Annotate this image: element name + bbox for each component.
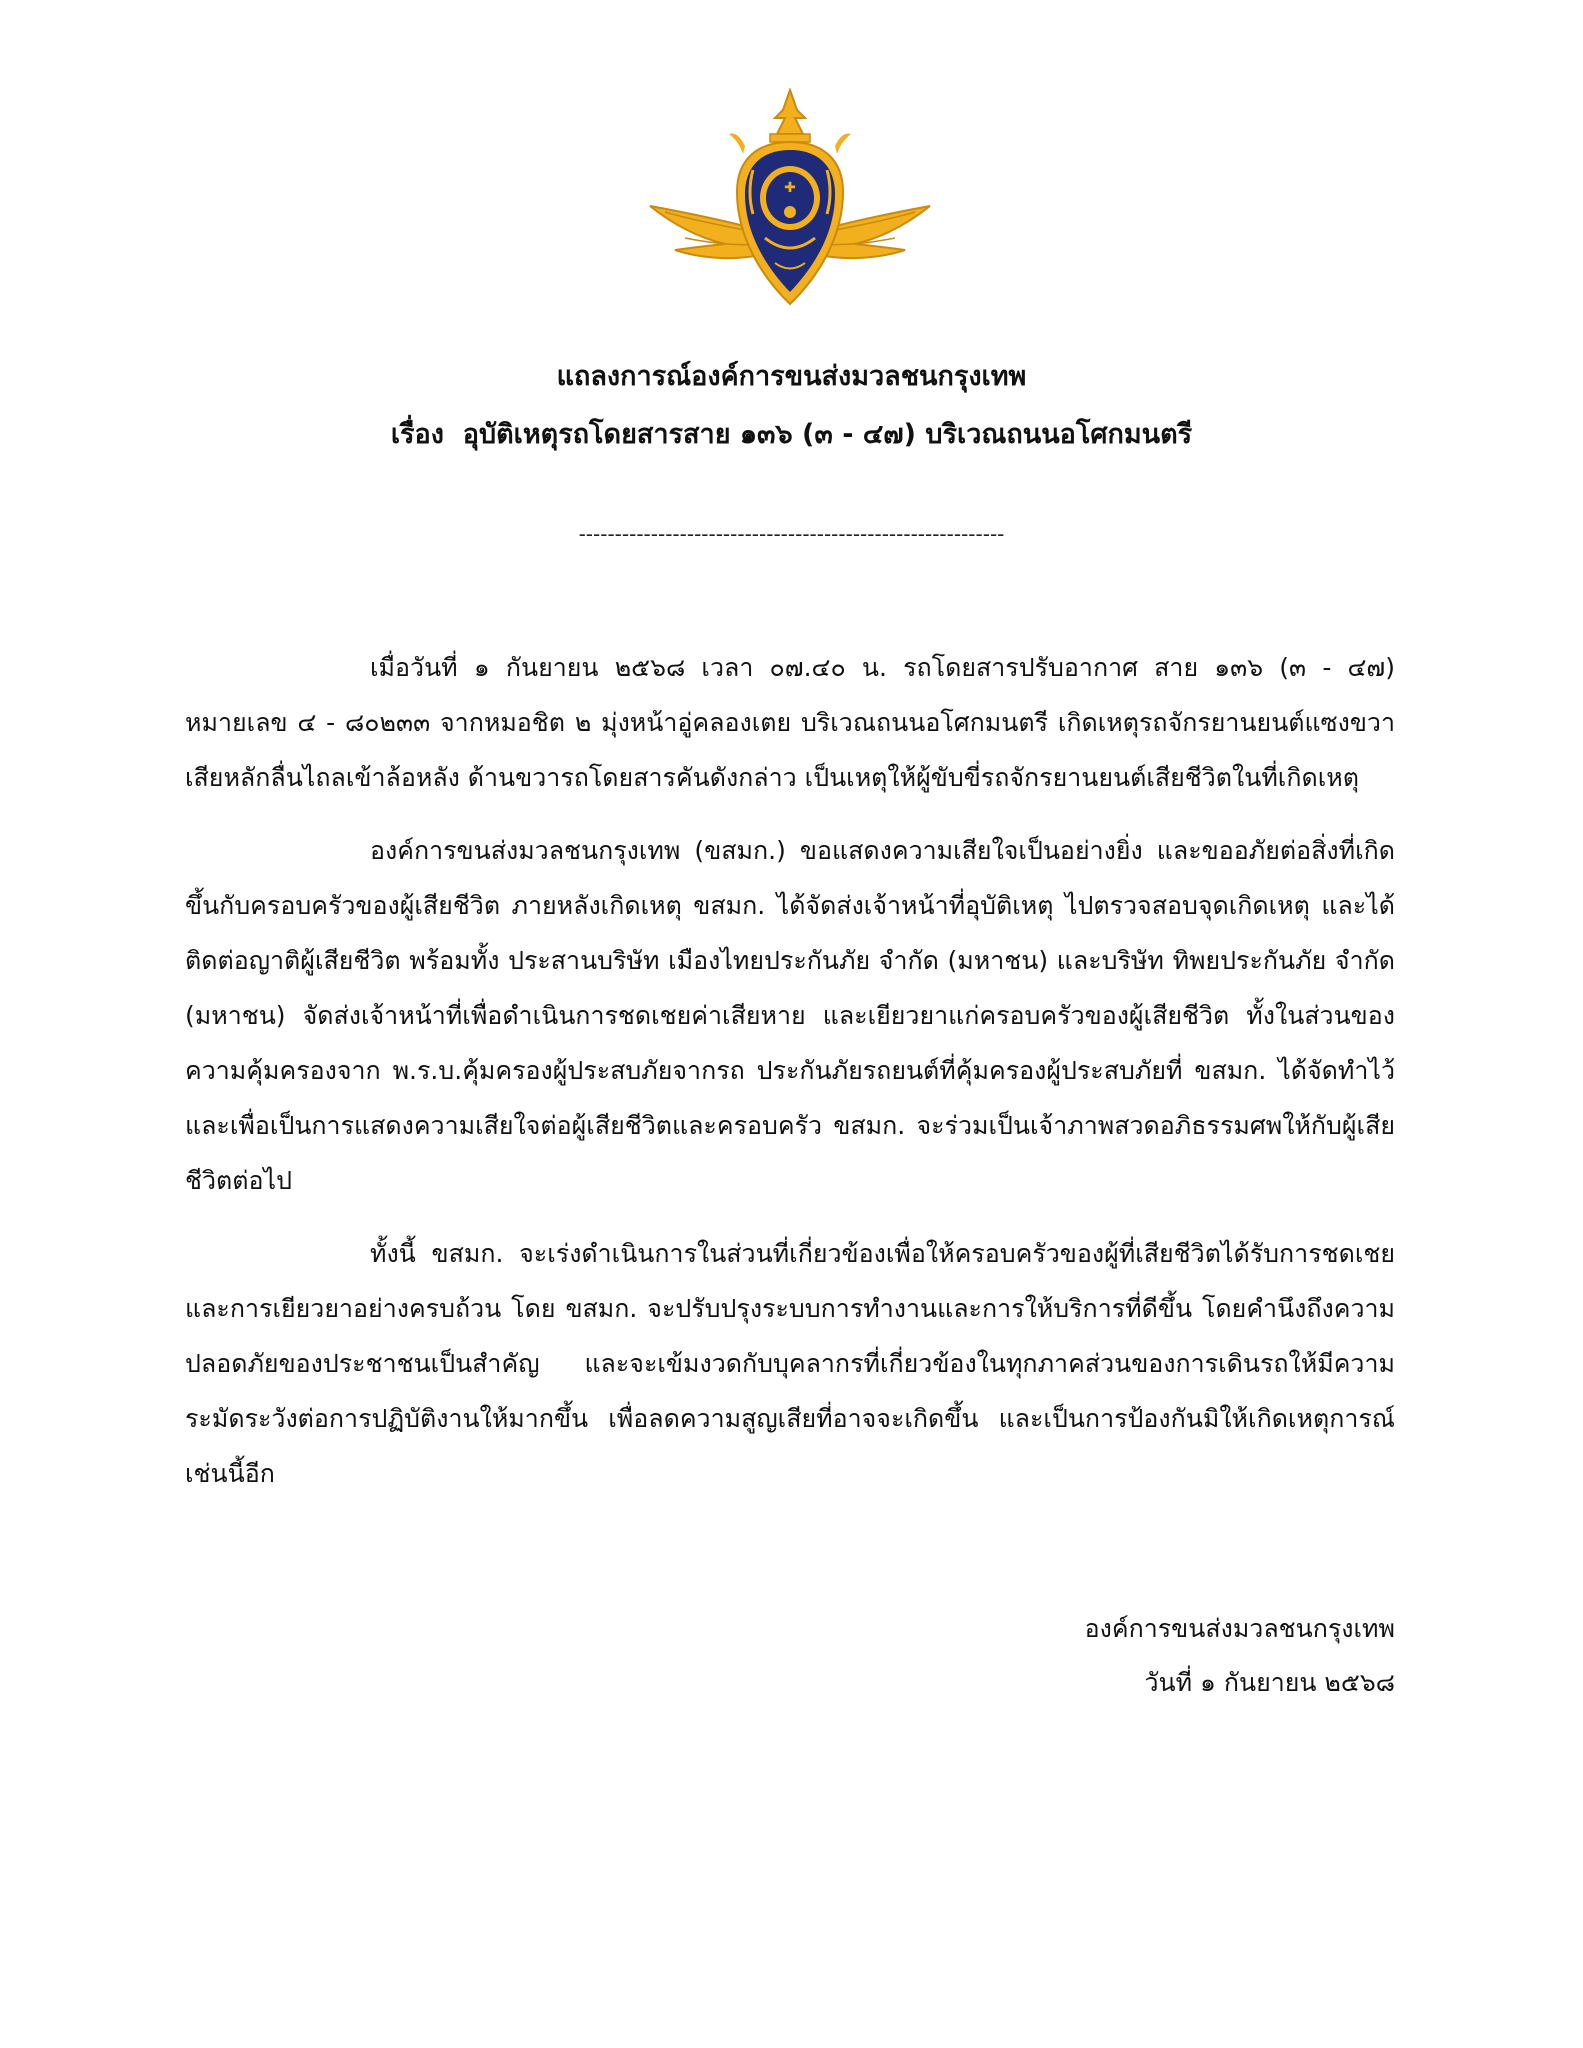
- paragraph-commitment: ทั้งนี้ ขสมก. จะเร่งดำเนินการในส่วนที่เกี่ยวข้องเพื่อให้ครอบครัวของผู้ที่เสียชีวิตได้รับการชดเชยและการเยียวยาอย่างครบถ้วน โดย ขสมก. จะปรับปรุงระบบการทำงานและการให้บริการที่ดีขึ้น โดยคำนึงถึงความปลอดภัยของประชาชนเป็นสำคัญ และจะเข้มงวดกับบุคลากรที่เกี่ยวข้องในทุกภาคส่วนของการเดินรถให้มีความระมัดระวังต่อการปฏิบัติงานให้มากขึ้น เพื่อลดความสูญเสียที่อาจจะเกิดขึ้น และเป็นการป้องกันมิให้เกิดเหตุการณ์เช่นนี้อีก: [185, 1239, 1395, 1488]
- signature-date: วันที่ ๑ กันยายน ๒๕๖๘: [1144, 1668, 1395, 1697]
- signature-block: [1085, 1602, 1395, 1710]
- svg-text:✚: ✚: [784, 180, 796, 196]
- bmta-emblem-icon: [645, 88, 935, 308]
- paragraph-incident: เมื่อวันที่ ๑ กันยายน ๒๕๖๘ เวลา ๐๗.๔๐ น. รถโดยสารปรับอากาศ สาย ๑๓๖ (๓ - ๔๗) หมายเลข ๔ - ๘๐๒๓๓ จากหมอชิต ๒ มุ่งหน้าอู่คลองเตย บริเวณถนนอโศกมนตรี เกิดเหตุรถจักรยานยนต์แซงขวาเสียหลักลื่นไถลเข้าล้อหลัง ด้านขวารถโดยสารคันดังกล่าว เป็นเหตุให้ผู้ขับขี่รถจักรยานยนต์เสียชีวิตในที่เกิดเหตุ: [185, 653, 1395, 792]
- document-title: แถลงการณ์องค์การขนส่งมวลชนกรุงเทพ: [556, 361, 1027, 392]
- statement-body: [185, 640, 1395, 1519]
- paragraph-response: องค์การขนส่งมวลชนกรุงเทพ (ขสมก.) ขอแสดงความเสียใจเป็นอย่างยิ่ง และขออภัยต่อสิ่งที่เกิดขึ้นกับครอบครัวของผู้เสียชีวิต ภายหลังเกิดเหตุ ขสมก. ได้จัดส่งเจ้าหน้าที่อุบัติเหตุ ไปตรวจสอบจุดเกิดเหตุ และได้ติดต่อญาติผู้เสียชีวิต พร้อมทั้ง ประสานบริษัท เมืองไทยประกันภัย จำกัด (มหาชน) และบริษัท ทิพยประกันภัย จำกัด (มหาชน) จัดส่งเจ้าหน้าที่เพื่อดำเนินการชดเชยค่าเสียหาย และเยียวยาแก่ครอบครัวของผู้เสียชีวิต ทั้งในส่วนของความคุ้มครองจาก พ.ร.บ.คุ้มครองผู้ประสบภัยจากรถ ประกันภัยรถยนต์ที่คุ้มครองผู้ประสบภัยที่ ขสมก. ได้จัดทำไว้ และเพื่อเป็นการแสดงความเสียใจต่อผู้เสียชีวิตและครอบครัว ขสมก. จะร่วมเป็นเจ้าภาพสวดอภิธรรมศพให้กับผู้เสียชีวิตต่อไป: [185, 836, 1395, 1195]
- document-subject: เรื่อง อุบัติเหตุรถโดยสารสาย ๑๓๖ (๓ - ๔๗) บริเวณถนนอโศกมนตรี: [390, 419, 1193, 450]
- divider-line: -----------------------------------------------------------: [578, 522, 1005, 546]
- emblem-seal: [737, 142, 843, 304]
- header: [0, 348, 1583, 464]
- signature-organization: องค์การขนส่งมวลชนกรุงเทพ: [1084, 1614, 1395, 1643]
